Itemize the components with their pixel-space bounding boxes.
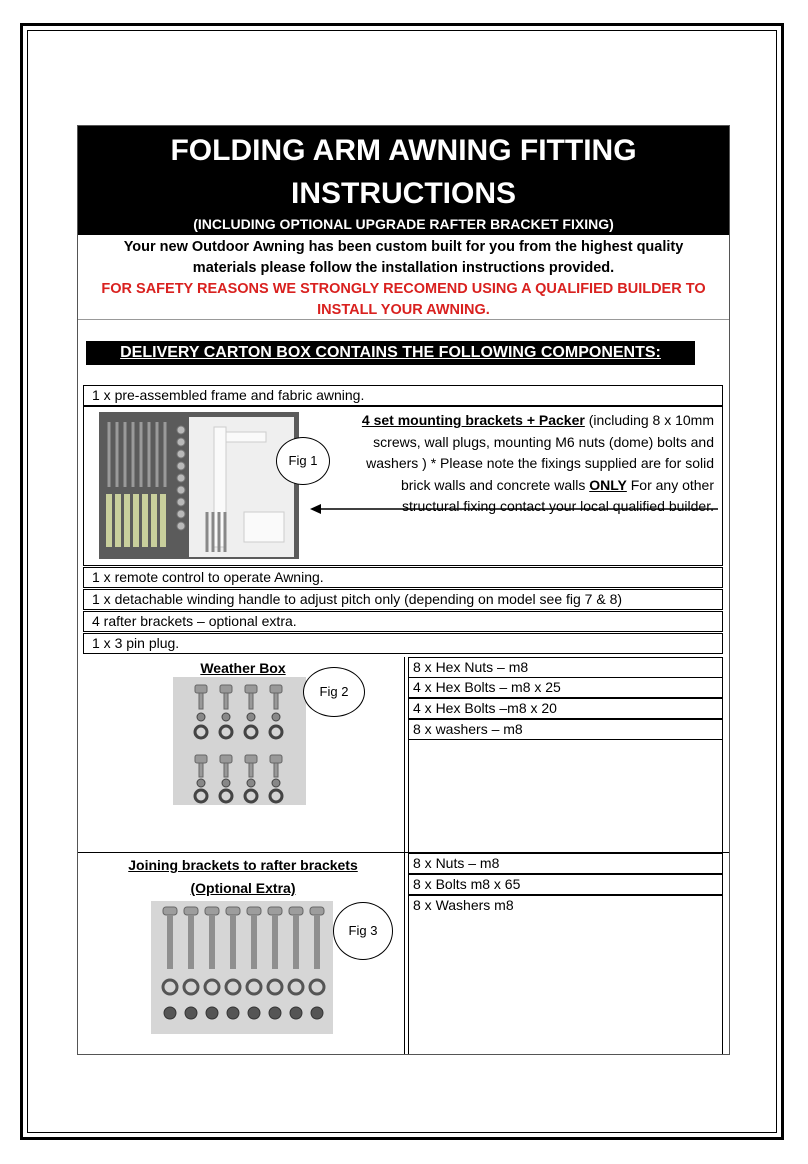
joining-hardware-image [151,901,333,1034]
joining-item-1: 8 x Nuts – m8 [408,853,723,874]
weather-item-4: 8 x washers – m8 [408,719,723,740]
mount-text-2: screws, wall plugs, mounting M6 nuts (dome) bolts and [373,433,714,450]
title-line-2: INSTRUCTIONS [291,177,516,210]
mount-text-4a: brick walls and concrete walls [400,476,590,493]
weather-item-3: 4 x Hex Bolts –m8 x 20 [408,698,723,719]
section-divider [78,319,729,320]
instruction-page [77,125,730,1055]
title-banner [78,126,729,235]
mount-text-3: washers ) * Please note the fixings supplied are for solid [366,455,714,471]
joining-item-3: 8 x Washers m8 [408,895,723,1054]
fig3-photo [151,901,333,1034]
weather-box-caption: Weather Box [200,660,286,676]
intro-text [78,237,729,321]
mount-text-5: structural fixing contact your local qualified builder. [401,498,714,514]
page-title [78,129,729,215]
page-subtitle: (INCLUDING OPTIONAL UPGRADE RAFTER BRACKET FIXING) [193,216,614,232]
joining-item-2: 8 x Bolts m8 x 65 [408,874,723,895]
joining-caption-line-2: (Optional Extra) [190,880,296,896]
fig2-label: Fig 2 [303,667,365,717]
mounting-brackets-description [294,410,714,518]
component-rafter: 4 rafter brackets – optional extra. [83,611,723,632]
fig3-label: Fig 3 [333,902,393,960]
column-divider [404,657,405,1054]
joining-caption-line-1: Joining brackets to rafter brackets [128,857,358,873]
mount-text-1: (including 8 x 10mm [584,412,714,428]
weather-empty-cell [408,740,723,853]
component-plug: 1 x 3 pin plug. [83,633,723,654]
intro-line-2: materials please follow the installation instructions provided. [192,260,615,276]
weather-item-2: 4 x Hex Bolts – m8 x 25 [408,677,723,698]
component-mounting-brackets [83,406,723,566]
fig1-label: Fig 1 [276,437,330,485]
fig2-photo [173,677,306,805]
mounting-kit-image [99,412,299,559]
joining-caption [118,854,368,900]
component-frame: 1 x pre-assembled frame and fabric awning. [83,385,723,406]
weather-box-hardware-image [173,677,306,805]
component-remote: 1 x remote control to operate Awning. [83,567,723,588]
safety-warning-1: FOR SAFETY REASONS WE STRONGLY RECOMEND USING A QUALIFIED BUILDER TO [101,281,706,297]
mount-text-4b: For any other [626,476,714,493]
only-emphasis: ONLY [589,476,627,493]
delivery-heading: DELIVERY CARTON BOX CONTAINS THE FOLLOWING COMPONENTS: [86,341,695,365]
mounting-brackets-title: 4 set mounting brackets + Packer [361,412,585,428]
safety-warning-2: INSTALL YOUR AWNING. [317,302,490,318]
weather-item-1: 8 x Hex Nuts – m8 [408,657,723,678]
title-line-1: FOLDING ARM AWNING FITTING [170,134,637,167]
fig1-photo [99,412,299,559]
intro-line-1: Your new Outdoor Awning has been custom built for you from the highest quality [123,239,684,255]
component-handle: 1 x detachable winding handle to adjust pitch only (depending on model see fig 7 & 8) [83,589,723,610]
hardware-table [78,657,729,1054]
